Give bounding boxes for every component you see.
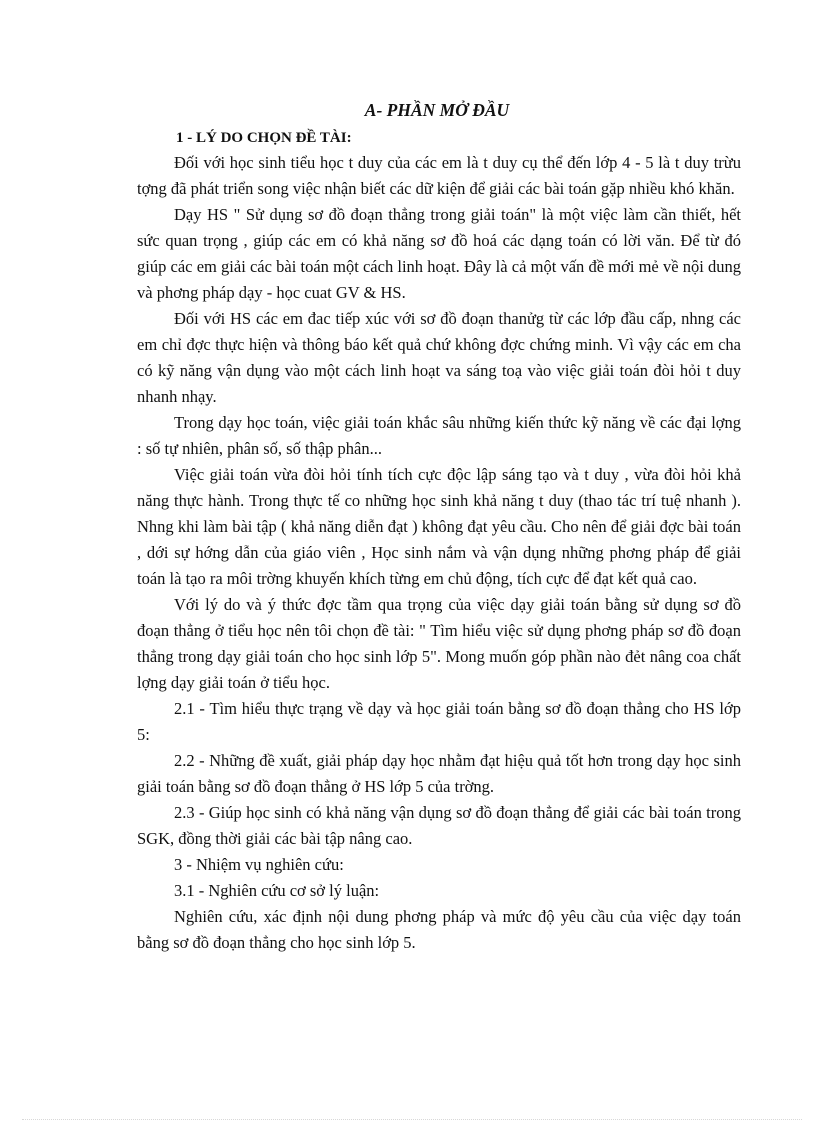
paragraph: Đối với HS các em đac tiếp xúc với sơ đồ đoạn thanửg từ các lớp đầu cấp, nhng các em chỉ đợc thực hiện và thông báo kết quả chứ không đợc chứng minh. Vì vậy các em cha có kỹ năng vận dụng vào một cách linh hoạt va sáng toạ vào việc giải toán đòi hỏi t duy nhanh nhạy. bbox=[137, 309, 741, 406]
paragraph: 3 - Nhiệm vụ nghiên cứu: bbox=[174, 855, 344, 874]
paragraph: Trong dạy học toán, việc giải toán khắc sâu những kiến thức kỹ năng về các đại lợng : số tự nhiên, phân số, số thập phân... bbox=[137, 413, 741, 458]
paragraph: Đối với học sinh tiểu học t duy của các em là t duy cụ thể đến lớp 4 - 5 là t duy trừu tợng đã phát triển song việc nhận biết các dữ kiện để giải các bài toán gặp nhiều khó khăn. bbox=[137, 153, 741, 198]
page-title: A- PHẦN MỞ ĐẦU bbox=[364, 100, 510, 120]
paragraph: 2.3 - Giúp học sinh có khả năng vận dụng sơ đồ đoạn thẳng để giải các bài toán trong SGK, đồng thời giải các bài tập nâng cao. bbox=[137, 803, 741, 848]
page-bottom-divider bbox=[22, 1119, 802, 1120]
paragraph: 2.2 - Những đề xuất, giải pháp dạy học nhằm đạt hiệu quả tốt hơn trong dạy học sinh giải toán bằng sơ đồ đoạn thẳng ở HS lớp 5 của trờng. bbox=[137, 751, 741, 796]
paragraph: Việc giải toán vừa đòi hỏi tính tích cực độc lập sáng tạo và t duy , vừa đòi hỏi khả năng thực hành. Trong thực tế co những học sinh khả năng t duy (thao tác trí tuệ nhanh ). Nhng khi làm bài tập ( khả năng diễn đạt ) không đạt yêu cầu. Cho nên để giải đợc bài toán , dới sự hớng dẫn của giáo viên , Học sinh nắm và vận dụng những phơng pháp để giải toán là tạo ra môi trờng khuyến khích từng em chủ động, tích cực để đạt kết quả cao. bbox=[137, 465, 741, 588]
paragraph: Với lý do và ý thức đợc tầm qua trọng của việc dạy giải toán bằng sử dụng sơ đồ đoạn thẳng ở tiểu học nên tôi chọn đề tài: " Tìm hiểu việc sử dụng phơng pháp sơ đồ đoạn thẳng trong dạy giải toán cho học sinh lớp 5". Mong muốn góp phần nào đẻt nâng coa chất lợng dạy giải toán ở tiểu học. bbox=[137, 595, 741, 692]
paragraph: Dạy HS " Sử dụng sơ đồ đoạn thẳng trong giải toán" là một việc làm cần thiết, hết sức quan trọng , giúp các em có khả năng sơ đồ hoá các dạng toán có lời văn. Để từ đó giúp các em giải các bài toán một cách linh hoạt. Đây là cả một vấn đề mới mẻ về nội dung và phơng pháp dạy - học cuat GV & HS. bbox=[137, 205, 741, 302]
section-heading: 1 - LÝ DO CHỌN ĐỀ TÀI: bbox=[176, 130, 352, 146]
paragraph: 3.1 - Nghiên cứu cơ sở lý luận: bbox=[174, 881, 380, 900]
paragraph: 2.1 - Tìm hiểu thực trạng về dạy và học giải toán bằng sơ đồ đoạn thẳng cho HS lớp 5: bbox=[137, 699, 741, 744]
document-body bbox=[137, 150, 741, 956]
paragraph: Nghiên cứu, xác định nội dung phơng pháp và mức độ yêu cầu của việc dạy toán bằng sơ đồ đoạn thẳng cho học sinh lớp 5. bbox=[137, 907, 741, 952]
